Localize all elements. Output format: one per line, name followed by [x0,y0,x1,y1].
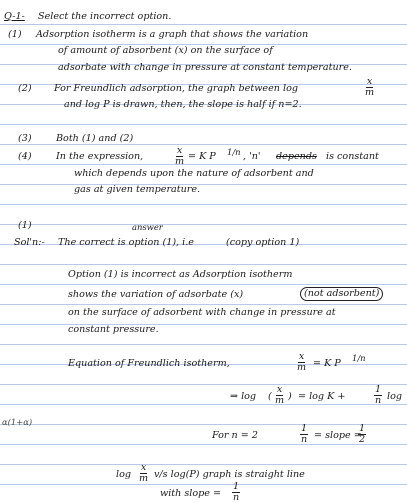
fraction-numerator: x [366,76,373,87]
conclusion-line-2: with slope = [160,488,222,499]
fraction-numerator: x [140,462,147,473]
log-rhs: = log K + [298,391,346,402]
option-1-line-1: Adsorption isotherm is a graph that shows the variation [36,29,309,40]
explanation-line-2: shows the variation of adsorbate (x) [68,289,244,300]
answer-label: answer [132,222,163,232]
option-2-line-1: For Freundlich adsorption, the graph between log [54,83,298,94]
ruled-line [0,304,407,305]
fraction-x-over-m [274,385,285,406]
option-1-number: (1) [8,29,22,40]
option-4-line-2: which depends upon the nature of adsorbent and [74,168,314,179]
margin-note: ɑ(1+ɑ) [2,417,33,427]
ruled-line [0,404,407,405]
ruled-line [0,384,407,385]
fraction-numerator: 1 [375,384,382,395]
question-prompt: Select the incorrect option. [38,11,172,22]
conclusion-log: log [116,469,131,480]
for-n-equals-2: For n = 2 [212,430,258,441]
fraction-denominator: m [365,87,375,98]
fraction-numerator: x [276,384,283,395]
fraction-1-over-2 [358,424,366,445]
exponent-1-over-n: 1/n [352,353,366,363]
option-4-line-1a: In the expression, [56,151,144,162]
explanation-line-4: constant pressure. [68,324,159,335]
ruled-line [0,484,407,485]
ruled-line [0,464,407,465]
option-4-line-1c: , 'n' [243,151,261,162]
fraction-x-over-m [296,352,307,373]
fraction-x-over-m [174,146,185,167]
ruled-line [0,224,407,225]
fraction-denominator: n [375,395,382,406]
log-rhs-tail: log [387,391,402,402]
solution-text: The correct is option (1), i.e [58,237,194,248]
ruled-line [0,284,407,285]
ruled-line [0,344,407,345]
equation-label: Equation of Freundlich isotherm, [68,358,230,369]
option-3-number: (3) [18,133,32,144]
option-4-line-1b: = K P [188,151,216,162]
option-3-text: Both (1) and (2) [56,133,134,144]
fraction-denominator: m [139,473,149,484]
ruled-line [0,444,407,445]
open-paren: ( [268,391,272,402]
fraction-x-over-m [138,463,149,484]
option-4-line-3: gas at given temperature. [74,184,201,195]
fraction-denominator: m [275,395,285,406]
option-1-line-2: of amount of absorbent (x) on the surface of [58,45,273,56]
fraction-x-over-m [364,77,375,98]
ruled-line [0,124,407,125]
solution-copy-note: (copy option 1) [226,237,300,248]
question-number: Q-1- [4,11,25,22]
explanation-line-1: Option (1) is incorrect as Adsorption isotherm [68,269,293,280]
ruled-line [0,204,407,205]
fraction-1-over-n [374,385,382,406]
ruled-line [0,164,407,165]
ruled-line [0,324,407,325]
close-paren: ) [288,391,292,402]
option-4-struck-word: depends [276,151,317,162]
option-1-line-3: adsorbate with change in pressure at constant temperature. [58,62,352,73]
exponent-1-over-n: 1/n [227,147,241,157]
fraction-denominator: m [297,362,307,373]
fraction-1-over-n [232,482,240,503]
option-2-line-2: and log P is drawn, then, the slope is half if n=2. [64,99,302,110]
ruled-line [0,264,407,265]
option-4-number: (4) [18,151,32,162]
fraction-numerator: 1 [301,423,308,434]
ruled-line [0,24,407,25]
fraction-numerator: x [298,351,305,362]
fraction-denominator: 2 [359,434,366,445]
log-prefix: ⇒ log [230,391,257,402]
solution-label: Sol'n:- [14,237,45,248]
slope-equals: = slope = [314,430,362,441]
fraction-denominator: m [175,156,185,167]
fraction-denominator: n [233,492,240,503]
fraction-denominator: n [301,434,308,445]
equation-rhs: = K P [313,358,341,369]
fraction-numerator: x [176,145,183,156]
not-adsorbent-box: (not adsorbent) [300,287,383,301]
answer-number: (1) [18,220,32,231]
ruled-line [0,424,407,425]
option-4-line-1d: is constant [326,151,379,162]
fraction-numerator: 1 [359,423,366,434]
ruled-line [0,184,407,185]
fraction-1-over-n [300,424,308,445]
conclusion-line-1: v/s log(P) graph is straight line [154,469,305,480]
fraction-numerator: 1 [233,481,240,492]
explanation-line-3: on the surface of adsorbent with change in pressure at [68,307,336,318]
option-2-number: (2) [18,83,32,94]
